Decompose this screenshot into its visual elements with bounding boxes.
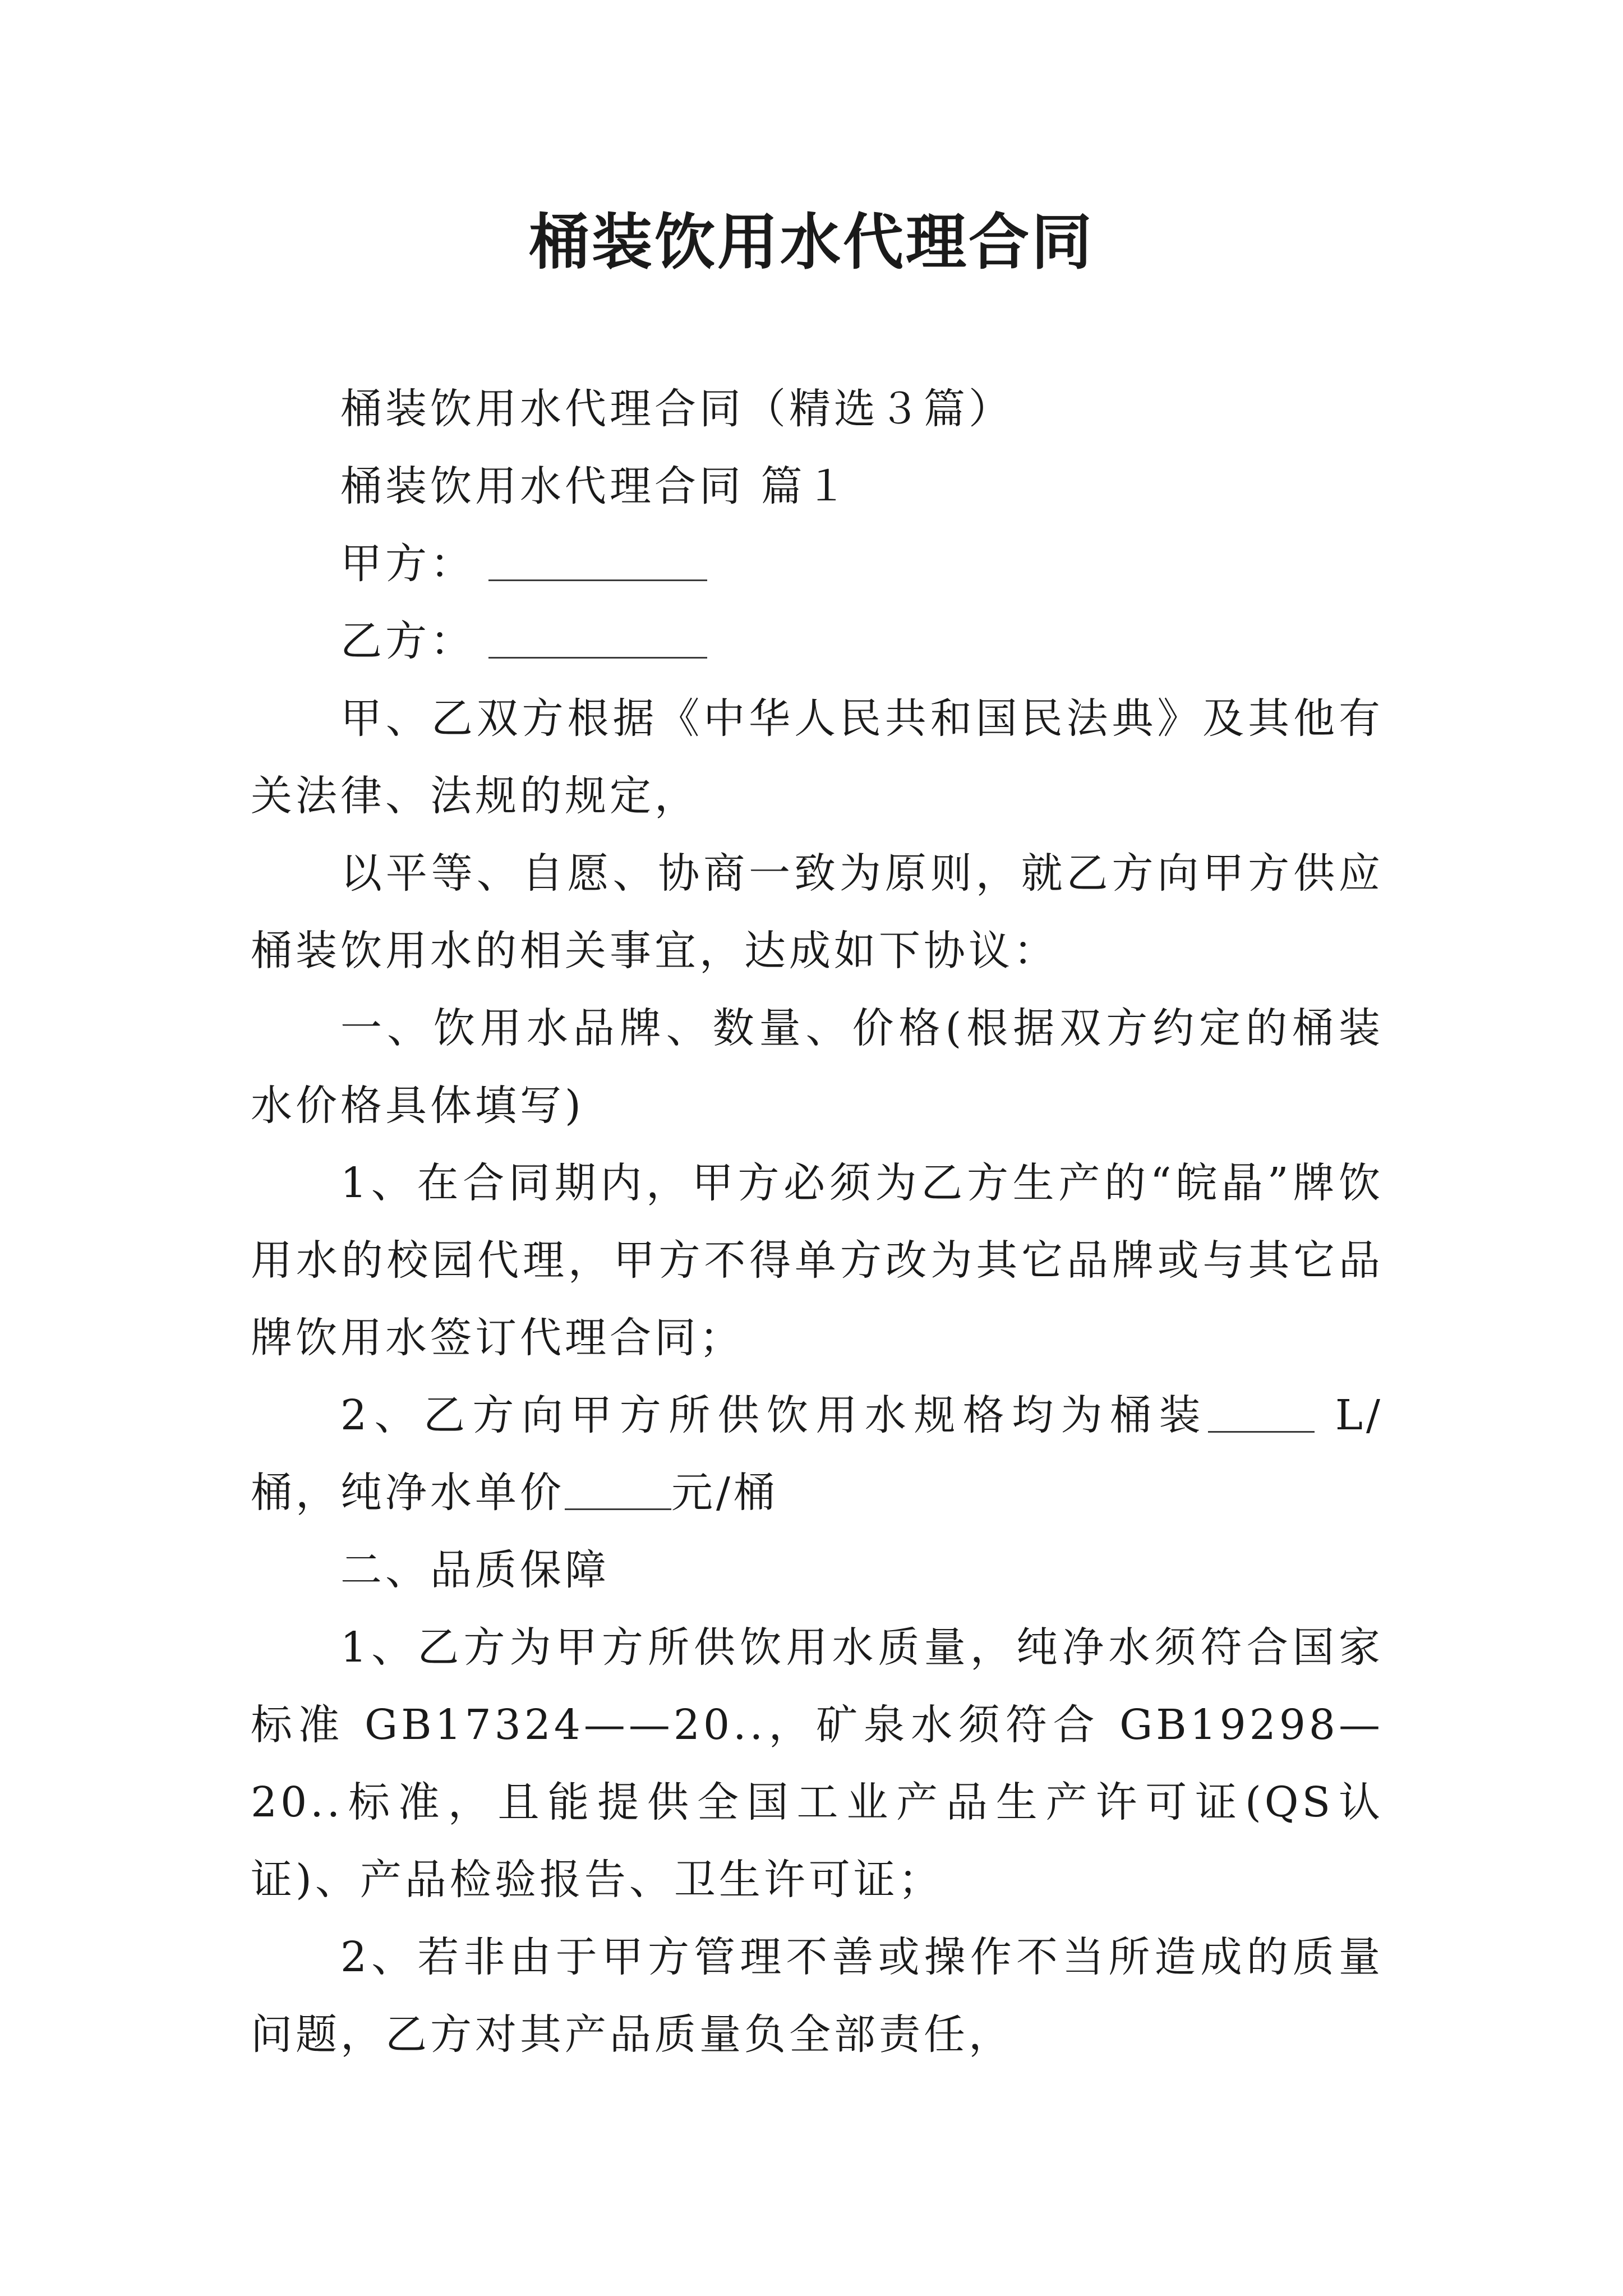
- paragraph-legal-basis: 甲、乙双方根据《中华人民共和国民法典》及其他有关法律、法规的规定，: [251, 694, 1384, 820]
- paragraph-clause-1-heading: 一、饮用水品牌、数量、价格(根据双方约定的桶装水价格具体填写): [251, 1004, 1384, 1130]
- paragraph-clause-2-1: 1、乙方为甲方所供饮用水质量，纯净水须符合国家标准 GB17324——20..，矿泉水须符合 GB19298—20..标准，且能提供全国工业产品生产许可证(QS认证)、产品检验报告、卫生许可证；: [251, 1623, 1384, 1904]
- party-b-line: [251, 602, 1384, 680]
- party-b-blank: [488, 618, 707, 659]
- paragraph-clause-1-1: 1、在合同期内，甲方必须为乙方生产的“皖晶”牌饮用水的校园代理，甲方不得单方改为其它品牌或与其它品牌饮用水签订代理合同；: [251, 1159, 1384, 1362]
- party-a-line: [251, 525, 1384, 602]
- price-blank: [565, 1469, 671, 1510]
- volume-blank: [1208, 1392, 1315, 1433]
- spec-text: 2、乙方向甲方所供饮用水规格均为桶装: [340, 1391, 1208, 1439]
- party-b-label: 乙方：: [340, 617, 475, 665]
- price-unit-text: 元/桶: [671, 1469, 778, 1517]
- document-title: 桶装饮用水代理合同: [528, 207, 1094, 278]
- unit-price-text: L/桶，纯净水单价: [251, 1391, 1384, 1517]
- party-a-blank: [488, 540, 707, 581]
- party-a-label: 甲方：: [340, 540, 475, 588]
- paragraph-clause-2-heading: 二、品质保障: [340, 1546, 610, 1594]
- paragraph-principle: 以平等、自愿、协商一致为原则，就乙方向甲方供应桶装饮用水的相关事宜，达成如下协议：: [251, 849, 1384, 975]
- paragraph-section-heading: 桶装饮用水代理合同 篇１: [340, 462, 851, 510]
- document-body: [251, 370, 1384, 2073]
- paragraph-subtitle: 桶装饮用水代理合同（精选３篇）: [340, 385, 1013, 433]
- paragraph-clause-2-2: 2、若非由于甲方管理不善或操作不当所造成的质量问题，乙方对其产品质量负全部责任，: [251, 1933, 1384, 2059]
- paragraph-clause-1-2: [251, 1377, 1384, 1531]
